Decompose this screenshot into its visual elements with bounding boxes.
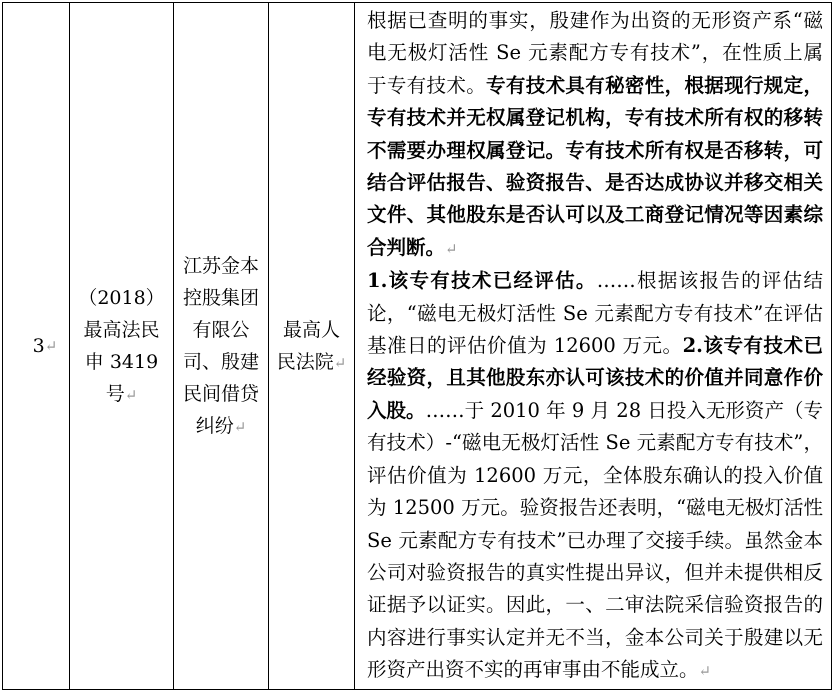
content-text: 根据已查明的事实，殷建作为出资的无形资产系“磁电无极灯活性 Se 元素配方专有技术”，在性质上属于专有技术。 <box>367 9 823 97</box>
paragraph-mark-icon: ↵ <box>445 239 458 258</box>
paragraph-mark-icon: ↵ <box>233 417 247 436</box>
parties-cell <box>174 3 269 689</box>
content-text: ……于 2010 年 9 月 28 日投入无形资产（专有技术）-“磁电无极灯活性 Se 元素配方专有技术”，评估价值为 12600 万元，全体股东确认的投入价值为 12500 万元。验资报告还表明，“磁电无极灯活性 Se 元素配方专有技术”已办理了交接手续。虽然金本公司对验资报告的真实性提出异议，但并未提供相反证据予以证实。因此，一、二审法院采信验资报告的内容进行事实认定并无不当，金本公司关于殷建以无形资产出资不实的再审事由不能成立。 <box>367 398 823 682</box>
row-number: 3 <box>32 335 45 357</box>
content-bold-text: 专有技术具有秘密性，根据现行规定，专有技术并无权属登记机构，专有技术所有权的移转不需要办理权属登记。专有技术所有权是否移转，可结合评估报告、验资报告、是否达成协议并移交相关文件、其他股东是否认可以及工商登记情况等因素综合判断。 <box>367 73 823 259</box>
paragraph-mark-icon: ↵ <box>333 353 347 372</box>
content-bold-text: 1.该专有技术已经评估。 <box>367 269 597 293</box>
content-bold-text: 2.该专有技术已经验资，且其他股东亦认可该技术的价值并同意作价入股。 <box>367 334 823 422</box>
judgment-content-cell <box>355 3 831 689</box>
content-paragraph-1 <box>367 5 823 265</box>
content-paragraph-2 <box>367 265 823 687</box>
case-number-cell <box>70 3 174 689</box>
case-table <box>2 2 832 690</box>
paragraph-mark-icon: ↵ <box>698 662 712 681</box>
content-text: ……根据该报告的评估结论，“磁电无极灯活性 Se 元素配方专有技术”在评估基准日的评估价值为 12600 万元。 <box>367 269 823 358</box>
paragraph-mark-icon: ↵ <box>124 385 138 404</box>
parties: 江苏金本控股集团有限公司、殷建民间借贷纠纷 <box>182 254 259 437</box>
row-number-cell <box>3 3 70 689</box>
case-number: （2018）最高法民申 3419 号 <box>78 286 165 405</box>
court-cell <box>269 3 355 689</box>
court: 最高人民法院 <box>276 318 340 373</box>
paragraph-mark-icon: ↵ <box>44 337 58 355</box>
